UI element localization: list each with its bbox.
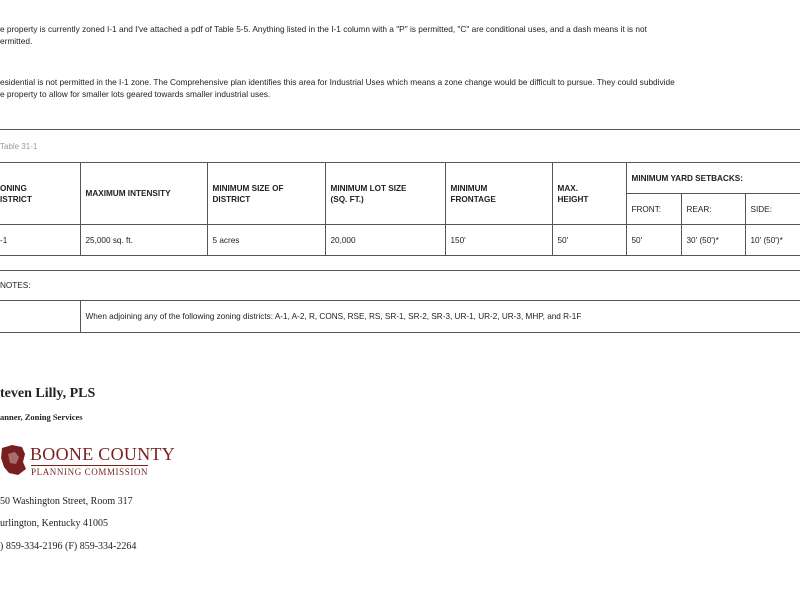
cell-zone: -1 [0, 225, 80, 256]
dimensional-requirements-table [0, 162, 800, 256]
divider [0, 129, 800, 130]
header-minimum-yard-setbacks: MINIMUM YARD SETBACKS: [626, 163, 800, 194]
header-minimum-lot-size: MINIMUM LOT SIZE (SQ. FT.) [325, 163, 445, 225]
cell-minimum-size: 5 acres [207, 225, 325, 256]
header-front: FRONT: [626, 194, 681, 225]
paragraph-line: esidential is not permitted in the I-1 zone. The Comprehensive plan identifies this area for Industrial Uses which means a zone change would be difficult to pursue. They could subdivide [0, 77, 675, 87]
cell-minimum-lot-size: 20,000 [325, 225, 445, 256]
note-marker [0, 301, 80, 333]
email-paragraph-residential [0, 76, 675, 100]
paragraph-line: e property to allow for smaller lots geared towards smaller industrial uses. [0, 89, 271, 99]
signature-title: anner, Zoning Services [0, 412, 83, 422]
address-street: 50 Washington Street, Room 317 [0, 496, 133, 507]
table-caption: Table 31-1 [0, 142, 38, 151]
header-maximum-intensity: MAXIMUM INTENSITY [80, 163, 207, 225]
paragraph-line: e property is currently zoned I-1 and I've attached a pdf of Table 5-5. Anything listed in the I-1 column with a "P" is permitted, "C" are conditional uses, and a dash means it is not [0, 24, 647, 34]
notes-heading: NOTES: [0, 271, 800, 301]
header-side: SIDE: [745, 194, 800, 225]
cell-max-height: 50' [552, 225, 626, 256]
email-paragraph-zoning [0, 23, 647, 47]
phone-fax: ) 859-334-2196 (F) 859-334-2264 [0, 541, 137, 552]
header-minimum-size: MINIMUM SIZE OF DISTRICT [207, 163, 325, 225]
cell-rear: 30' (50')* [681, 225, 745, 256]
header-max-height: MAX. HEIGHT [552, 163, 626, 225]
boone-county-logo [0, 442, 180, 480]
header-minimum-frontage: MINIMUM FRONTAGE [445, 163, 552, 225]
logo-subtitle: PLANNING COMMISSION [31, 467, 149, 477]
notes-table [0, 270, 800, 333]
paragraph-line: ermitted. [0, 36, 33, 46]
cell-maximum-intensity: 25,000 sq. ft. [80, 225, 207, 256]
county-map-icon [0, 442, 28, 478]
signature-name: teven Lilly, PLS [0, 386, 96, 401]
cell-front: 50' [626, 225, 681, 256]
cell-side: 10' (50')* [745, 225, 800, 256]
note-text: When adjoining any of the following zoning districts: A-1, A-2, R, CONS, RSE, RS, SR-1, SR-2, SR-3, UR-1, UR-2, UR-3, MHP, and R-1F [80, 301, 800, 333]
header-zoning-district: ONING ISTRICT [0, 163, 80, 225]
logo-title: BOONE COUNTY [30, 444, 176, 464]
cell-minimum-frontage: 150' [445, 225, 552, 256]
address-city: urlington, Kentucky 41005 [0, 518, 109, 529]
header-rear: REAR: [681, 194, 745, 225]
